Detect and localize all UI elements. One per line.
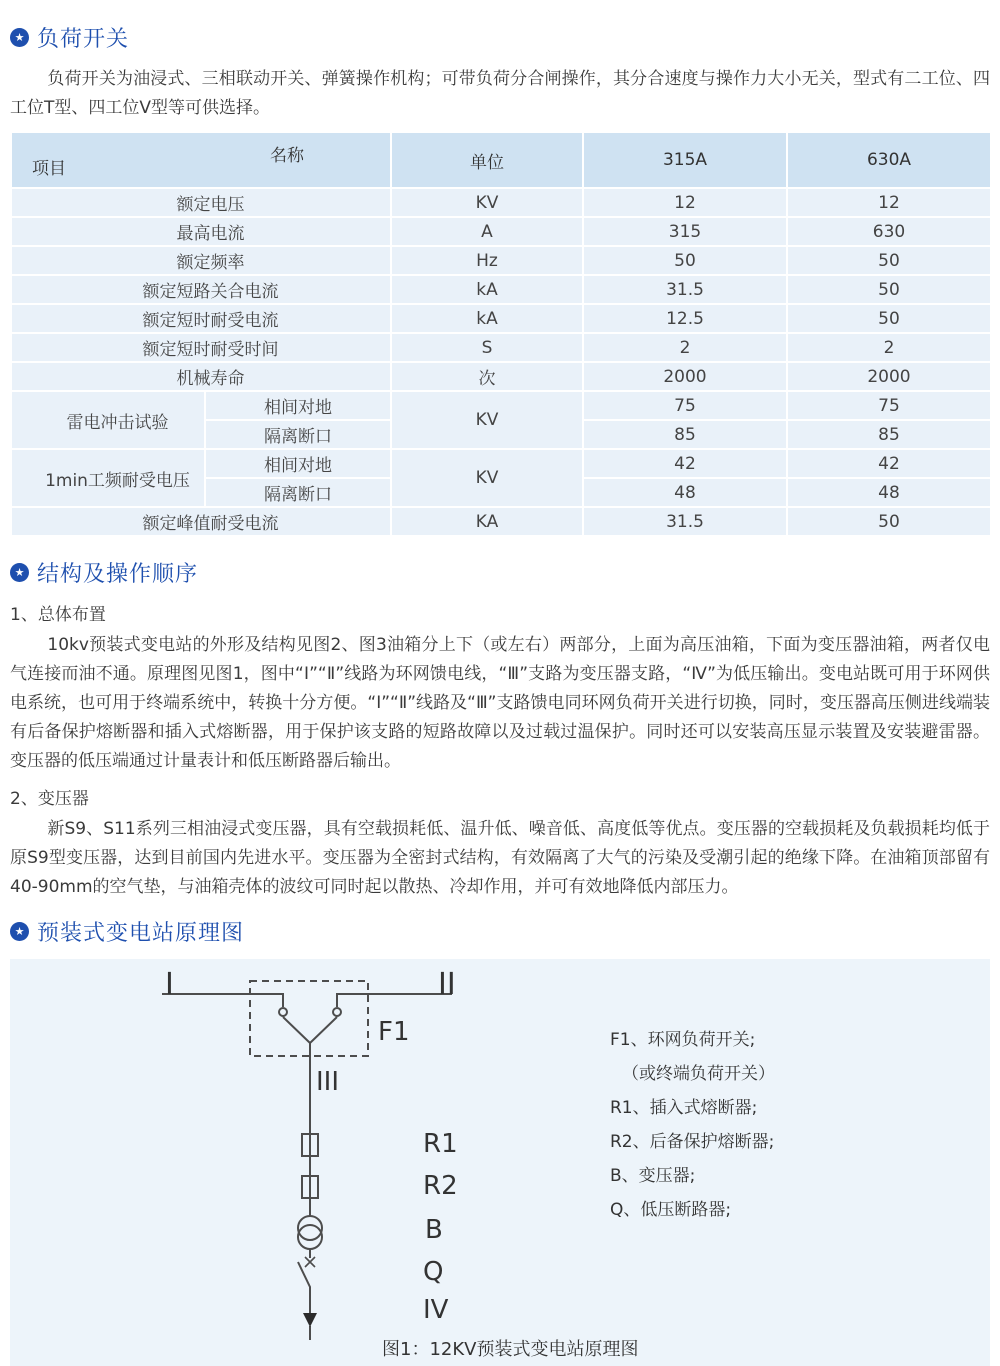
table-row	[11, 304, 991, 333]
table-row	[11, 333, 991, 362]
cell-630: 42	[787, 449, 991, 478]
header-unit: 单位	[391, 132, 583, 188]
section-load-switch-heading	[10, 22, 990, 53]
cell-315: 31.5	[583, 507, 787, 536]
cell-315: 2000	[583, 362, 787, 391]
spec-table	[10, 131, 992, 537]
cell-315: 85	[583, 420, 787, 449]
legend-item-f1: F1、环网负荷开关;	[610, 1030, 756, 1050]
cell-unit: kA	[391, 304, 583, 333]
contact-ii	[333, 1008, 341, 1016]
cell-item: 额定短时耐受电流	[11, 304, 391, 333]
legend-item-q: Q、低压断路器;	[610, 1200, 732, 1220]
cell-315: 12	[583, 188, 787, 217]
cell-630: 2000	[787, 362, 991, 391]
legend-item-r1: R1、插入式熔断器;	[610, 1098, 758, 1118]
table-row	[11, 275, 991, 304]
cell-item: 额定短时耐受时间	[11, 333, 391, 362]
header-name-label: 名称	[270, 146, 304, 166]
table-row	[11, 507, 991, 536]
cell-315: 75	[583, 391, 787, 420]
cell-unit: KV	[391, 391, 583, 449]
cell-unit: 次	[391, 362, 583, 391]
structure-paragraph-2: 新S9、S11系列三相油浸式变压器，具有空载损耗低、温升低、噪音低、高度低等优点。变压器的空载损耗及负载损耗均低于原S9型变压器，达到目前国内先进水平。变压器为全密封式结构，有效隔离了大气的污染及受潮引起的绝缘下降。在油箱顶部留有40-90mm的空气垫，与油箱壳体的波纹可同时起以散热、冷却作用，并可有效地降低内部压力。	[10, 819, 990, 897]
section-schematic-heading	[10, 916, 990, 947]
cell-315: 48	[583, 478, 787, 507]
cell-unit: Hz	[391, 246, 583, 275]
label-r1: R1	[423, 1129, 458, 1159]
cell-315: 2	[583, 333, 787, 362]
busbar-ii-line	[337, 994, 452, 1007]
legend-item-r2: R2、后备保护熔断器;	[610, 1132, 775, 1152]
cell-sublabel: 隔离断口	[205, 420, 391, 449]
cell-item: 1min工频耐受电压	[11, 449, 205, 507]
cell-630: 48	[787, 478, 991, 507]
cell-unit: S	[391, 333, 583, 362]
star-circle-icon: ★	[10, 28, 29, 47]
subheading-layout: 1、总体布置	[10, 605, 106, 625]
load-switch-intro: 负荷开关为油浸式、三相联动开关、弹簧操作机构；可带负荷分合闸操作，其分合速度与操作力大小无关，型式有二工位、四工位T型、四工位V型等可供选择。	[10, 69, 990, 118]
cell-item: 最高电流	[11, 217, 391, 246]
cell-315: 315	[583, 217, 787, 246]
switch-f1-blades	[283, 1017, 337, 1043]
cell-sublabel: 相间对地	[205, 449, 391, 478]
cell-unit: KV	[391, 188, 583, 217]
label-iv: IV	[423, 1295, 449, 1325]
star-circle-icon: ★	[10, 563, 29, 582]
legend-item-f1-alt: （或终端负荷开关）	[622, 1064, 775, 1084]
cell-630: 50	[787, 246, 991, 275]
cell-630: 50	[787, 507, 991, 536]
cell-item: 额定峰值耐受电流	[11, 507, 391, 536]
cell-630: 85	[787, 420, 991, 449]
label-branch-iii: III	[316, 1067, 340, 1097]
cell-630: 50	[787, 275, 991, 304]
cell-630: 630	[787, 217, 991, 246]
table-row	[11, 246, 991, 275]
section-title: 负荷开关	[37, 27, 130, 52]
legend-item-b: B、变压器;	[610, 1166, 696, 1186]
table-header-row	[11, 132, 991, 188]
schematic-panel	[10, 959, 990, 1366]
cell-315: 42	[583, 449, 787, 478]
cell-630: 2	[787, 333, 991, 362]
table-row	[11, 217, 991, 246]
section-title: 结构及操作顺序	[37, 562, 199, 587]
figure-caption: 图1：12KV预装式变电站原理图	[382, 1339, 639, 1360]
breaker-q-cross	[305, 1257, 315, 1267]
cell-unit: kA	[391, 275, 583, 304]
cell-item: 雷电冲击试验	[11, 391, 205, 449]
cell-315: 12.5	[583, 304, 787, 333]
header-315a: 315A	[583, 132, 787, 188]
cell-unit: KA	[391, 507, 583, 536]
label-r2: R2	[423, 1171, 458, 1201]
subheading-transformer: 2、变压器	[10, 789, 89, 809]
cell-unit: A	[391, 217, 583, 246]
cell-unit: KV	[391, 449, 583, 507]
structure-paragraph-1: 10kv预装式变电站的外形及结构见图2、图3油箱分上下（或左右）两部分，上面为高压油箱，下面为变压器油箱，两者仅电气连接而油不通。原理图见图1，图中“Ⅰ”“Ⅱ”线路为环网馈电线，“Ⅲ”支路为变压器支路，“Ⅳ”为低压输出。变电站既可用于环网供电系统，也可用于终端系统中，转换十分方便。“Ⅰ”“Ⅱ”线路及“Ⅲ”支路馈电同环网负荷开关进行切换，同时，变压器高压侧进线端装有后备保护熔断器和插入式熔断器，用于保护该支路的短路故障以及过载过温保护。同时还可以安装高压显示装置及安装避雷器。变压器的低压端通过计量表计和低压断路器后输出。	[10, 635, 990, 771]
section-title: 预装式变电站原理图	[37, 921, 245, 946]
cell-315: 31.5	[583, 275, 787, 304]
diagonal-header-cell	[11, 132, 391, 188]
contact-i	[279, 1008, 287, 1016]
output-arrow	[303, 1313, 317, 1327]
label-feeder-i: I	[165, 967, 174, 1002]
cell-630: 12	[787, 188, 991, 217]
table-row	[11, 188, 991, 217]
label-f1: F1	[378, 1017, 410, 1047]
cell-item: 机械寿命	[11, 362, 391, 391]
table-row-powerfreq-1	[11, 449, 991, 478]
table-row-lightning-1	[11, 391, 991, 420]
header-630a: 630A	[787, 132, 991, 188]
cell-315: 50	[583, 246, 787, 275]
cell-item: 额定频率	[11, 246, 391, 275]
breaker-q-blade	[298, 1262, 310, 1313]
label-b: B	[425, 1215, 443, 1245]
diagram-legend	[610, 1023, 775, 1227]
label-feeder-ii: II	[438, 967, 456, 1002]
circuit-diagram	[10, 959, 990, 1366]
star-circle-icon: ★	[10, 922, 29, 941]
header-item-label: 项目	[32, 159, 66, 179]
cell-630: 75	[787, 391, 991, 420]
cell-item: 额定短路关合电流	[11, 275, 391, 304]
table-row	[11, 362, 991, 391]
cell-630: 50	[787, 304, 991, 333]
cell-sublabel: 相间对地	[205, 391, 391, 420]
section-structure-heading	[10, 557, 990, 588]
busbar-i-line	[162, 994, 283, 1007]
label-q: Q	[423, 1257, 444, 1287]
cell-sublabel: 隔离断口	[205, 478, 391, 507]
cell-item: 额定电压	[11, 188, 391, 217]
